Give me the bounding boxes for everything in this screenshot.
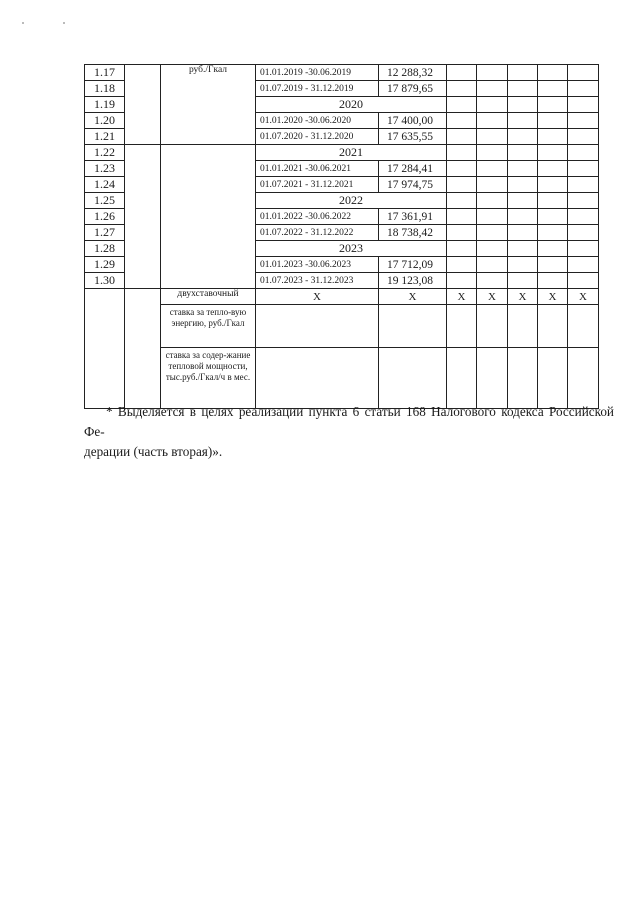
empty-cell (568, 97, 599, 113)
tariff-value: 17 712,09 (379, 257, 447, 273)
empty-cell (538, 209, 568, 225)
x-mark: Х (508, 289, 538, 305)
empty-cell (568, 348, 599, 409)
empty-cell (477, 273, 508, 289)
empty-cell (477, 97, 508, 113)
row-number: 1.26 (85, 209, 125, 225)
empty-cell (538, 145, 568, 161)
empty-cell (508, 348, 538, 409)
empty-cell (477, 113, 508, 129)
empty-cell (447, 65, 477, 81)
tariff-value: 17 635,55 (379, 129, 447, 145)
empty-cell (447, 225, 477, 241)
empty-cell (508, 145, 538, 161)
empty-cell (508, 257, 538, 273)
row-number: 1.27 (85, 225, 125, 241)
footnote-line-1: * Выделяется в целях реализации пункта 6 статьи 168 Налогового кодекса Российской Фе- (84, 404, 614, 439)
empty-cell (477, 241, 508, 257)
blank-cell (161, 145, 256, 289)
table-row (85, 65, 599, 81)
row-number: 1.29 (85, 257, 125, 273)
empty-cell (538, 305, 568, 348)
empty-cell (538, 225, 568, 241)
empty-cell (477, 348, 508, 409)
empty-cell (568, 177, 599, 193)
empty-cell (477, 161, 508, 177)
tariff-value: 12 288,32 (379, 65, 447, 81)
empty-cell (508, 209, 538, 225)
unit-label: руб./Гкал (161, 65, 256, 145)
empty-cell (538, 129, 568, 145)
empty-cell (447, 273, 477, 289)
empty-cell (538, 65, 568, 81)
empty-cell (568, 225, 599, 241)
empty-cell (447, 97, 477, 113)
period-cell: 01.01.2020 -30.06.2020 (256, 113, 379, 129)
table-row (85, 145, 599, 161)
empty-cell (568, 209, 599, 225)
capacity-rate-label: ставка за содер-жание тепловой мощности, тыс.руб./Гкал/ч в мес. (161, 348, 256, 409)
tariff-value: 17 879,65 (379, 81, 447, 97)
empty-cell (256, 348, 379, 409)
empty-cell (447, 193, 477, 209)
x-mark: Х (256, 289, 379, 305)
x-mark: Х (538, 289, 568, 305)
empty-cell (477, 145, 508, 161)
table-row (85, 348, 599, 409)
empty-cell (447, 241, 477, 257)
empty-cell (477, 257, 508, 273)
row-number: 1.22 (85, 145, 125, 161)
empty-cell (477, 129, 508, 145)
blank-cell (85, 289, 125, 409)
empty-cell (508, 113, 538, 129)
empty-cell (256, 305, 379, 348)
empty-cell (508, 225, 538, 241)
empty-cell (477, 81, 508, 97)
period-cell: 01.01.2022 -30.06.2022 (256, 209, 379, 225)
empty-cell (508, 65, 538, 81)
x-mark: Х (379, 289, 447, 305)
row-number: 1.17 (85, 65, 125, 81)
x-mark: Х (447, 289, 477, 305)
row-number: 1.28 (85, 241, 125, 257)
two-part-label: двухставочный (161, 289, 256, 305)
empty-cell (508, 177, 538, 193)
empty-cell (508, 193, 538, 209)
period-cell: 01.07.2021 - 31.12.2021 (256, 177, 379, 193)
table-row (85, 289, 599, 305)
empty-cell (508, 81, 538, 97)
period-cell: 01.01.2023 -30.06.2023 (256, 257, 379, 273)
row-number: 1.25 (85, 193, 125, 209)
row-number: 1.20 (85, 113, 125, 129)
scan-speck (63, 22, 65, 24)
period-cell: 01.07.2022 - 31.12.2022 (256, 225, 379, 241)
row-number: 1.24 (85, 177, 125, 193)
year-label: 2022 (256, 193, 447, 209)
empty-cell (538, 241, 568, 257)
empty-cell (477, 65, 508, 81)
empty-cell (477, 305, 508, 348)
empty-cell (538, 257, 568, 273)
empty-cell (568, 193, 599, 209)
empty-cell (508, 161, 538, 177)
empty-cell (538, 81, 568, 97)
year-label: 2021 (256, 145, 447, 161)
empty-cell (447, 257, 477, 273)
empty-cell (447, 81, 477, 97)
tariff-value: 19 123,08 (379, 273, 447, 289)
table-row (85, 305, 599, 348)
empty-cell (568, 145, 599, 161)
empty-cell (568, 305, 599, 348)
empty-cell (568, 65, 599, 81)
row-number: 1.21 (85, 129, 125, 145)
empty-cell (538, 161, 568, 177)
blank-cell (125, 145, 161, 289)
empty-cell (508, 97, 538, 113)
blank-cell (125, 289, 161, 409)
empty-cell (538, 97, 568, 113)
empty-cell (477, 209, 508, 225)
empty-cell (447, 348, 477, 409)
tariff-value: 17 974,75 (379, 177, 447, 193)
year-label: 2023 (256, 241, 447, 257)
blank-cell (125, 65, 161, 145)
tariff-value: 17 284,41 (379, 161, 447, 177)
empty-cell (568, 81, 599, 97)
period-cell: 01.07.2023 - 31.12.2023 (256, 273, 379, 289)
heat-rate-label: ставка за тепло-вую энергию, руб./Гкал (161, 305, 256, 348)
empty-cell (477, 193, 508, 209)
empty-cell (568, 257, 599, 273)
footnote-line-2: дерации (часть вторая)». (84, 444, 223, 459)
empty-cell (379, 305, 447, 348)
tariff-value: 17 400,00 (379, 113, 447, 129)
empty-cell (447, 129, 477, 145)
empty-cell (538, 193, 568, 209)
empty-cell (568, 129, 599, 145)
empty-cell (508, 129, 538, 145)
empty-cell (447, 161, 477, 177)
row-number: 1.19 (85, 97, 125, 113)
empty-cell (508, 273, 538, 289)
x-mark: Х (568, 289, 599, 305)
tariff-table-body (85, 65, 599, 409)
empty-cell (477, 177, 508, 193)
row-number: 1.18 (85, 81, 125, 97)
period-cell: 01.07.2020 - 31.12.2020 (256, 129, 379, 145)
empty-cell (379, 348, 447, 409)
empty-cell (477, 225, 508, 241)
footnote (84, 402, 614, 462)
x-mark: Х (477, 289, 508, 305)
empty-cell (447, 177, 477, 193)
empty-cell (447, 145, 477, 161)
empty-cell (538, 348, 568, 409)
empty-cell (538, 177, 568, 193)
empty-cell (538, 273, 568, 289)
empty-cell (447, 209, 477, 225)
tariff-value: 17 361,91 (379, 209, 447, 225)
empty-cell (447, 305, 477, 348)
period-cell: 01.01.2021 -30.06.2021 (256, 161, 379, 177)
empty-cell (568, 273, 599, 289)
empty-cell (508, 305, 538, 348)
period-cell: 01.01.2019 -30.06.2019 (256, 65, 379, 81)
period-cell: 01.07.2019 - 31.12.2019 (256, 81, 379, 97)
empty-cell (568, 241, 599, 257)
scan-speck (22, 22, 24, 24)
year-label: 2020 (256, 97, 447, 113)
empty-cell (568, 113, 599, 129)
row-number: 1.23 (85, 161, 125, 177)
tariff-table (84, 64, 599, 409)
empty-cell (538, 113, 568, 129)
empty-cell (508, 241, 538, 257)
row-number: 1.30 (85, 273, 125, 289)
tariff-value: 18 738,42 (379, 225, 447, 241)
empty-cell (568, 161, 599, 177)
empty-cell (447, 113, 477, 129)
